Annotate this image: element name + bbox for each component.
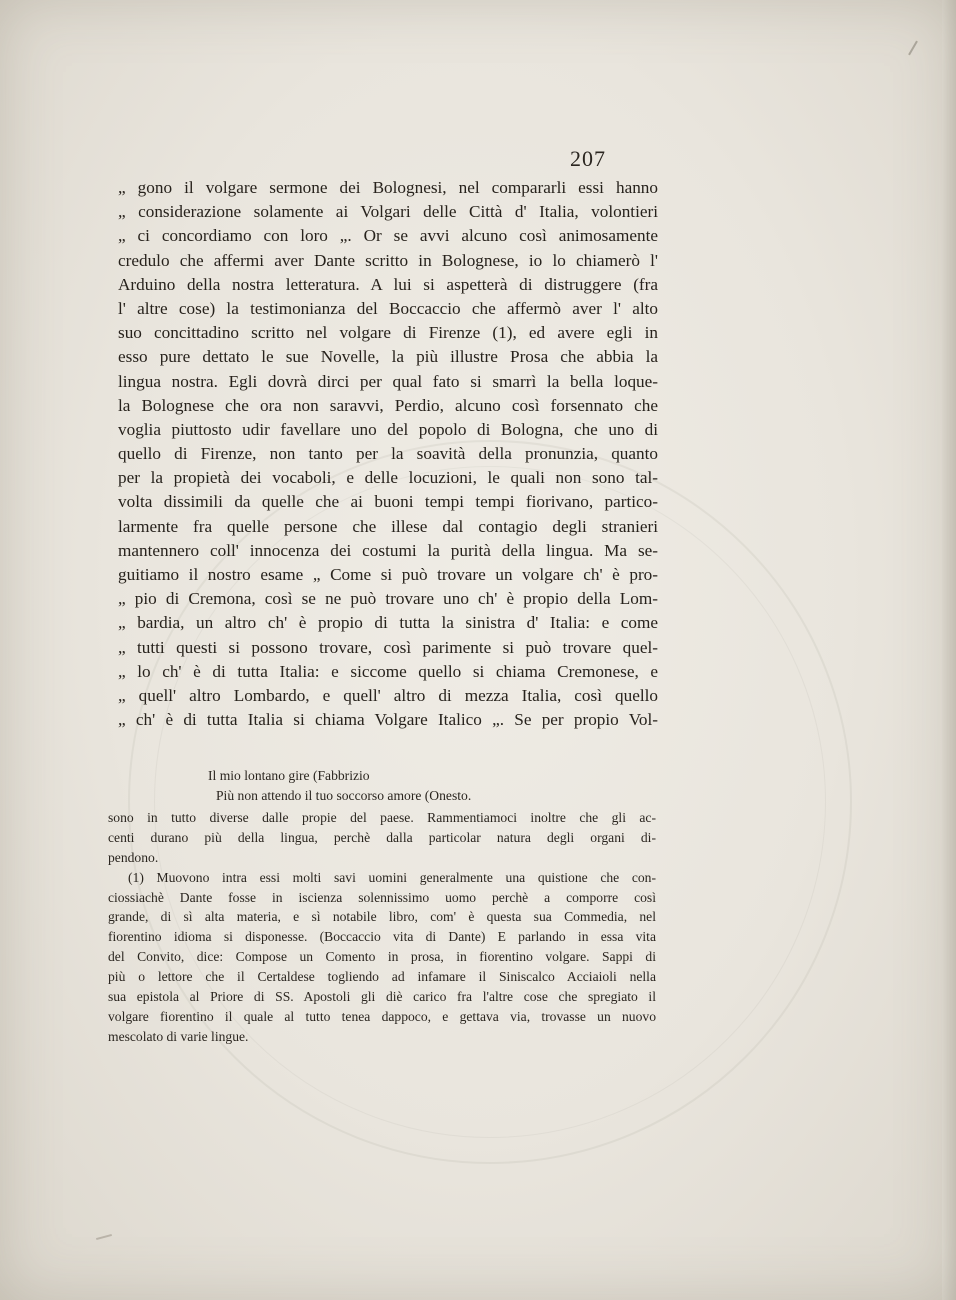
footnote-line: ciossiachè Dante fosse in iscienza solennissimo uomo perchè a comporre così (108, 889, 656, 905)
verse-quote (208, 766, 471, 806)
text-line: Arduino della nostra letteratura. A lui si aspetterà di distruggere (fra (118, 274, 658, 294)
page-number: 207 (570, 146, 606, 171)
text-line: quello di Firenze, non tanto per la soavità della pronunzia, quanto (118, 444, 658, 464)
footnotes (108, 808, 656, 1047)
footnote-line: più o lettore che il Certaldese togliendo ad infamare il Siniscalco Acciaioli nella (108, 969, 656, 985)
footnote-line: sono in tutto diverse dalle propie del paese. Rammentiamoci inoltre che gli ac- (108, 810, 656, 825)
text-line: „ considerazione solamente ai Volgari delle Città d' Italia, volontieri (118, 202, 658, 222)
text-line: „ tutti questi si possono trovare, così parimente si può trovare quel- (118, 637, 658, 657)
footnote-line: mescolato di varie lingue. (108, 1028, 249, 1044)
text-line: volta dissimili da quelle che ai buoni tempi tempi fiorivano, partico- (118, 492, 658, 512)
text-line: guitiamo il nostro esame „ Come si può trovare un volgare ch' è pro- (118, 565, 658, 584)
text-line: credulo che affermi aver Dante scritto in Bolognese, io lo chiamerò l' (118, 250, 658, 270)
verse-line: Il mio lontano gire (Fabbrizio (208, 768, 370, 783)
footnote-line: sua epistola al Priore di SS. Apostoli gli diè carico fra l'altre cose che spregiato il (108, 989, 656, 1005)
footnote-line: volgare fiorentino il quale al tutto tenea dappoco, e gettava via, trovasse un nuovo (108, 1008, 656, 1024)
text-line: suo concittadino scritto nel volgare di Firenze (1), ed avere egli in (118, 323, 658, 343)
footnote-line: centi durano più della lingua, perchè dalla particolar natura degli organi di- (108, 829, 656, 845)
pencil-mark-bottom (96, 1234, 112, 1240)
text-line: „ ch' è di tutta Italia si chiama Volgare Italico „. Se per propio Vol- (118, 710, 658, 730)
text-line: lingua nostra. Egli dovrà dirci per qual fato si smarrì la bella loque- (118, 371, 658, 391)
footnote-line: fiorentino idioma si disponesse. (Boccaccio vita di Dante) E parlando in essa vita (108, 929, 656, 945)
text-line: larmente fra quelle persone che illese dal contagio degli stranieri (118, 516, 658, 536)
text-line: „ bardia, un altro ch' è propio di tutta la sinistra d' Italia: e come (118, 613, 658, 633)
footnote-line: (1) Muovono intra essi molti savi uomini generalmente una quistione che con- (128, 869, 656, 885)
text-line: voglia piuttosto udir favellare uno del popolo di Bologna, che uno di (118, 419, 658, 439)
text-line: „ quell' altro Lombardo, e quell' altro di mezza Italia, così quello (118, 685, 658, 705)
verse-line: Più non attendo il tuo soccorso amore (Onesto. (216, 788, 472, 803)
main-text (118, 176, 658, 732)
text-line: mantennero coll' innocenza dei costumi la purità della lingua. Ma se- (118, 540, 658, 560)
footnote-line: pendono. (108, 849, 159, 865)
text-line: „ ci concordiamo con loro „. Or se avvi alcuno così animosamente (118, 226, 658, 246)
text-line: „ gono il volgare sermone dei Bolognesi, nel compararli essi hanno (118, 178, 658, 197)
text-line: esso pure dettato le sue Novelle, la più illustre Prosa che abbia la (118, 347, 658, 367)
footnote-line: del Convito, dice: Compose un Comento in prosa, in fiorentino volgare. Sappi di (108, 949, 656, 965)
text-line: l' altre cose) la testimonianza del Boccaccio che affermò aver l' alto (118, 298, 658, 318)
text-line: „ pio di Cremona, così se ne può trovare uno ch' è propio della Lom- (118, 589, 658, 609)
text-line: la Bolognese che ora non saravvi, Perdio, alcuno così forsennato che (118, 395, 658, 415)
text-line: per la propietà dei vocaboli, e delle locuzioni, le quali non sono tal- (118, 468, 658, 488)
page-edge (942, 0, 956, 1300)
pencil-mark (908, 41, 918, 56)
text-line: „ lo ch' è di tutta Italia: e siccome quello si chiama Cremonese, e (118, 661, 658, 681)
footnote-line: grande, di sì alta materia, e sì notabile libro, com' è questa sua Commedia, nel (108, 909, 656, 925)
